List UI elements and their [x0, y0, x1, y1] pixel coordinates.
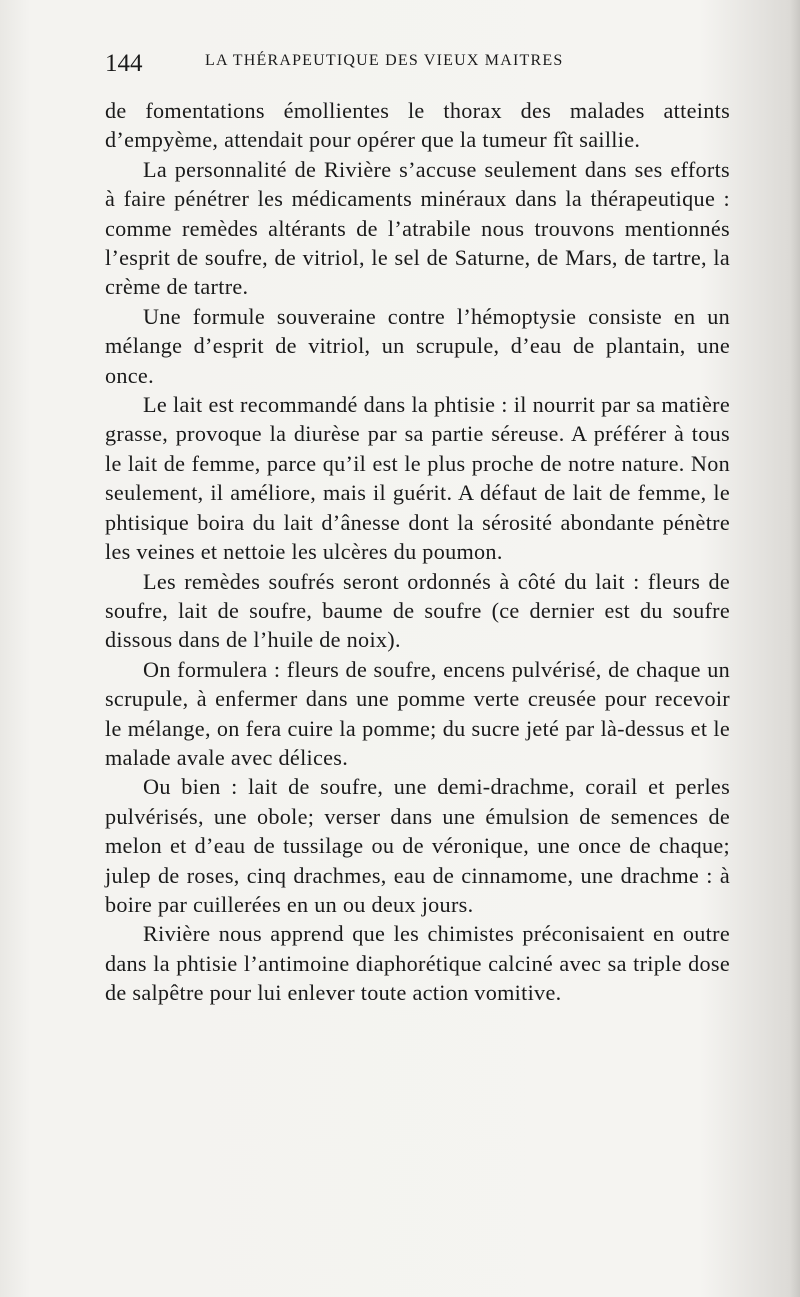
- paragraph-continuation: de fomentations émollientes le thorax des malades atteints d’empyème, attendait pour opérer que la tumeur fît saillie.: [105, 98, 730, 153]
- page-number: 144: [105, 50, 143, 77]
- paragraph-formula-emulsion: Ou bien : lait de soufre, une demi-drachme, corail et perles pulvérisés, une obole; verser dans une émulsion de semences de melon et d’eau de tussilage ou de véronique, une once de chaque; julep de roses, cinq drachmes, eau de cinnamome, une drachme : à boire par cuillerées en un ou deux jours.: [105, 774, 730, 917]
- paragraph-antimony: Rivière nous apprend que les chimistes préconisaient en outre dans la phtisie l’antimoine diaphorétique calciné avec sa triple dose de salpêtre pour lui enlever toute action vomitive.: [105, 921, 730, 1006]
- page-header: [105, 50, 730, 84]
- paragraph-riviere-minerals: La personnalité de Rivière s’accuse seulement dans ses efforts à faire pénétrer les médicaments minéraux dans la thérapeutique : comme remèdes altérants de l’atrabile nous trouvons mentionnés l’esprit de soufre, de vitriol, le sel de Saturne, de Mars, de tartre, la crème de tartre.: [105, 156, 730, 300]
- paragraph-sulfur-remedies: Les remèdes soufrés seront ordonnés à côté du lait : fleurs de soufre, lait de soufre, baume de soufre (ce dernier est du soufre dissous dans de l’huile de noix).: [105, 568, 730, 653]
- paragraph-formula-apple: On formulera : fleurs de soufre, encens pulvérisé, de chaque un scrupule, à enfermer dans une pomme verte creusée pour recevoir le mélange, on fera cuire la pomme; du sucre jeté par là-dessus et le malade avale avec délices.: [105, 656, 730, 770]
- running-title: LA THÉRAPEUTIQUE DES VIEUX MAITRES: [205, 52, 564, 69]
- body-text: [105, 96, 730, 1008]
- paragraph-hemoptysis-formula: Une formule souveraine contre l’hémoptysie consiste en un mélange d’esprit de vitriol, un scrupule, d’eau de plantain, une once.: [105, 303, 730, 388]
- paragraph-milk-phthisis: Le lait est recommandé dans la phtisie : il nourrit par sa matière grasse, provoque la diurèse par sa partie séreuse. A préférer à tous le lait de femme, parce qu’il est le plus proche de notre nature. Non seulement, il améliore, mais il guérit. A défaut de lait de femme, le phtisique boira du lait d’ânesse dont la sérosité abondante pénètre les veines et nettoie les ulcères du poumon.: [105, 392, 730, 565]
